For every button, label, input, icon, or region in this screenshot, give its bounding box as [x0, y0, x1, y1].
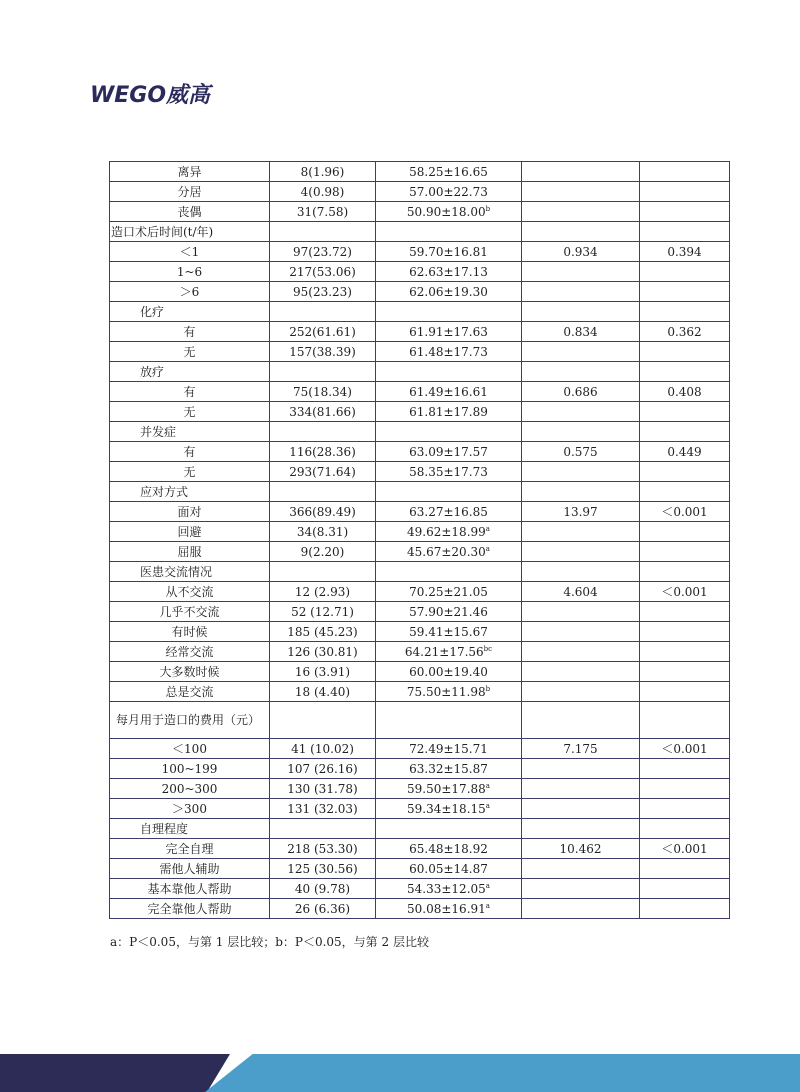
row-score-value: 63.27±16.85 — [409, 504, 488, 519]
row-count-percent: 185 (45.23) — [270, 622, 376, 642]
row-test-statistic — [522, 799, 640, 819]
empty-cell — [522, 702, 640, 739]
group-label: 放疗 — [110, 362, 270, 382]
empty-cell — [376, 222, 522, 242]
empty-cell — [376, 562, 522, 582]
row-label: 有 — [110, 442, 270, 462]
row-count-percent: 252(61.61) — [270, 322, 376, 342]
row-count-percent: 12 (2.93) — [270, 582, 376, 602]
row-score-value: 61.49±16.61 — [409, 384, 488, 399]
table-row — [110, 262, 730, 282]
wego-logo: WEGO威高 — [90, 83, 211, 108]
group-label: 应对方式 — [110, 482, 270, 502]
row-score — [376, 582, 522, 602]
row-test-statistic — [522, 182, 640, 202]
row-score-value: 60.00±19.40 — [409, 664, 488, 679]
row-count-percent: 4(0.98) — [270, 182, 376, 202]
row-p-value — [640, 282, 730, 302]
row-score — [376, 662, 522, 682]
row-p-value: 0.449 — [640, 442, 730, 462]
row-count-percent: 157(38.39) — [270, 342, 376, 362]
row-p-value — [640, 622, 730, 642]
row-count-percent: 366(89.49) — [270, 502, 376, 522]
row-count-percent: 9(2.20) — [270, 542, 376, 562]
footer-band-light — [205, 1054, 800, 1092]
empty-cell — [640, 482, 730, 502]
table-row — [110, 522, 730, 542]
row-test-statistic — [522, 642, 640, 662]
row-p-value — [640, 202, 730, 222]
table-row — [110, 182, 730, 202]
row-test-statistic: 0.834 — [522, 322, 640, 342]
row-label: 基本靠他人帮助 — [110, 879, 270, 899]
row-score — [376, 322, 522, 342]
row-test-statistic: 0.934 — [522, 242, 640, 262]
empty-cell — [376, 422, 522, 442]
row-p-value — [640, 682, 730, 702]
row-score — [376, 522, 522, 542]
row-score-value: 62.63±17.13 — [409, 264, 488, 279]
table-row — [110, 502, 730, 522]
row-p-value: ＜0.001 — [640, 502, 730, 522]
row-count-percent: 16 (3.91) — [270, 662, 376, 682]
row-p-value: 0.394 — [640, 242, 730, 262]
row-score-value: 72.49±15.71 — [409, 741, 488, 756]
row-test-statistic — [522, 402, 640, 422]
row-score — [376, 682, 522, 702]
row-score-superscript: a — [485, 901, 490, 910]
empty-cell — [270, 482, 376, 502]
empty-cell — [640, 702, 730, 739]
row-score-value: 50.08±16.91 — [407, 901, 486, 916]
row-score-value: 75.50±11.98 — [406, 684, 486, 699]
empty-cell — [640, 222, 730, 242]
row-label: 有 — [110, 322, 270, 342]
row-label: 1~6 — [110, 262, 270, 282]
table-row — [110, 799, 730, 819]
row-p-value — [640, 662, 730, 682]
row-p-value — [640, 879, 730, 899]
row-score — [376, 879, 522, 899]
row-score-value: 63.09±17.57 — [409, 444, 488, 459]
table-row — [110, 322, 730, 342]
row-score-value: 61.48±17.73 — [409, 344, 488, 359]
table-group-header — [110, 362, 730, 382]
row-score-superscript: a — [485, 524, 490, 533]
row-count-percent: 130 (31.78) — [270, 779, 376, 799]
group-label: 化疗 — [110, 302, 270, 322]
row-score-superscript: bc — [483, 644, 493, 653]
row-label: ＞300 — [110, 799, 270, 819]
row-test-statistic — [522, 662, 640, 682]
row-score — [376, 282, 522, 302]
row-test-statistic — [522, 282, 640, 302]
empty-cell — [522, 422, 640, 442]
row-label: 经常交流 — [110, 642, 270, 662]
row-score-value: 59.34±18.15 — [407, 801, 486, 816]
row-score-value: 70.25±21.05 — [409, 584, 488, 599]
row-p-value — [640, 542, 730, 562]
row-test-statistic — [522, 879, 640, 899]
row-test-statistic — [522, 342, 640, 362]
row-p-value — [640, 162, 730, 182]
row-score — [376, 502, 522, 522]
row-p-value — [640, 759, 730, 779]
row-score — [376, 739, 522, 759]
row-score — [376, 402, 522, 422]
row-score-value: 62.06±19.30 — [409, 284, 488, 299]
row-p-value — [640, 899, 730, 919]
row-test-statistic — [522, 262, 640, 282]
row-count-percent: 107 (26.16) — [270, 759, 376, 779]
row-score-value: 58.25±16.65 — [409, 164, 488, 179]
row-test-statistic — [522, 779, 640, 799]
row-count-percent: 334(81.66) — [270, 402, 376, 422]
row-score-superscript: a — [485, 781, 490, 790]
row-score-superscript: a — [485, 881, 490, 890]
row-label: ＜100 — [110, 739, 270, 759]
empty-cell — [270, 702, 376, 739]
row-score — [376, 542, 522, 562]
table-row — [110, 342, 730, 362]
row-label: 无 — [110, 402, 270, 422]
row-p-value: ＜0.001 — [640, 839, 730, 859]
empty-cell — [270, 222, 376, 242]
table-row — [110, 442, 730, 462]
row-score — [376, 242, 522, 262]
row-score — [376, 342, 522, 362]
table-footnote: a：P＜0.05，与第 1 层比较；b：P＜0.05，与第 2 层比较 — [110, 935, 429, 949]
row-label: 丧偶 — [110, 202, 270, 222]
row-score-value: 61.91±17.63 — [409, 324, 488, 339]
table-group-header — [110, 482, 730, 502]
row-p-value — [640, 522, 730, 542]
row-score-superscript: b — [485, 684, 491, 693]
empty-cell — [522, 819, 640, 839]
row-count-percent: 18 (4.40) — [270, 682, 376, 702]
row-p-value — [640, 602, 730, 622]
group-label: 每月用于造口的费用（元） — [110, 702, 270, 739]
row-score — [376, 462, 522, 482]
empty-cell — [376, 482, 522, 502]
row-score-value: 58.35±17.73 — [409, 464, 488, 479]
row-test-statistic — [522, 542, 640, 562]
row-score-value: 64.21±17.56 — [404, 644, 484, 659]
table-group-header — [110, 702, 730, 739]
empty-cell — [376, 302, 522, 322]
row-count-percent: 26 (6.36) — [270, 899, 376, 919]
empty-cell — [640, 302, 730, 322]
empty-cell — [522, 362, 640, 382]
row-test-statistic — [522, 162, 640, 182]
table-group-header — [110, 222, 730, 242]
row-label: 需他人辅助 — [110, 859, 270, 879]
row-p-value — [640, 342, 730, 362]
row-score-value: 59.50±17.88 — [407, 781, 486, 796]
row-label: 有时候 — [110, 622, 270, 642]
empty-cell — [270, 422, 376, 442]
table-row — [110, 162, 730, 182]
row-test-statistic — [522, 682, 640, 702]
group-label: 并发症 — [110, 422, 270, 442]
row-p-value: 0.408 — [640, 382, 730, 402]
table-row — [110, 242, 730, 262]
row-count-percent: 34(8.31) — [270, 522, 376, 542]
row-score-value: 59.70±16.81 — [409, 244, 488, 259]
table-group-header — [110, 562, 730, 582]
empty-cell — [522, 562, 640, 582]
row-score-value: 61.81±17.89 — [409, 404, 488, 419]
table-row — [110, 582, 730, 602]
table-row — [110, 859, 730, 879]
empty-cell — [270, 362, 376, 382]
row-score-superscript: a — [485, 544, 490, 553]
row-score-value: 57.90±21.46 — [409, 604, 488, 619]
table-row — [110, 879, 730, 899]
row-score — [376, 382, 522, 402]
table-row — [110, 839, 730, 859]
empty-cell — [270, 819, 376, 839]
row-label: 有 — [110, 382, 270, 402]
row-label: 面对 — [110, 502, 270, 522]
table-row — [110, 662, 730, 682]
row-label: 从不交流 — [110, 582, 270, 602]
table-row — [110, 462, 730, 482]
data-table — [109, 161, 730, 919]
row-score — [376, 642, 522, 662]
row-p-value: 0.362 — [640, 322, 730, 342]
row-test-statistic — [522, 622, 640, 642]
row-label: 屈服 — [110, 542, 270, 562]
table-row — [110, 899, 730, 919]
group-label: 自理程度 — [110, 819, 270, 839]
group-label: 造口术后时间(t/年) — [110, 222, 270, 242]
row-test-statistic — [522, 462, 640, 482]
row-score-value: 50.90±18.00 — [406, 204, 486, 219]
row-count-percent: 131 (32.03) — [270, 799, 376, 819]
table-row — [110, 602, 730, 622]
group-label: 医患交流情况 — [110, 562, 270, 582]
empty-cell — [640, 362, 730, 382]
row-count-percent: 31(7.58) — [270, 202, 376, 222]
table-row — [110, 622, 730, 642]
row-label: ＜1 — [110, 242, 270, 262]
row-p-value: ＜0.001 — [640, 739, 730, 759]
row-test-statistic — [522, 759, 640, 779]
row-count-percent: 116(28.36) — [270, 442, 376, 462]
row-p-value: ＜0.001 — [640, 582, 730, 602]
empty-cell — [270, 302, 376, 322]
row-test-statistic: 7.175 — [522, 739, 640, 759]
row-label: 离异 — [110, 162, 270, 182]
empty-cell — [522, 222, 640, 242]
table-group-header — [110, 422, 730, 442]
row-label: 无 — [110, 462, 270, 482]
row-count-percent: 217(53.06) — [270, 262, 376, 282]
empty-cell — [376, 362, 522, 382]
row-score-value: 59.41±15.67 — [409, 624, 488, 639]
row-score — [376, 262, 522, 282]
empty-cell — [376, 702, 522, 739]
table-row — [110, 739, 730, 759]
row-count-percent: 293(71.64) — [270, 462, 376, 482]
row-score — [376, 602, 522, 622]
row-label: 回避 — [110, 522, 270, 542]
empty-cell — [376, 819, 522, 839]
table-row — [110, 202, 730, 222]
row-score — [376, 162, 522, 182]
table-row — [110, 759, 730, 779]
row-score — [376, 779, 522, 799]
row-count-percent: 95(23.23) — [270, 282, 376, 302]
row-count-percent: 41 (10.02) — [270, 739, 376, 759]
row-count-percent: 126 (30.81) — [270, 642, 376, 662]
row-p-value — [640, 859, 730, 879]
row-count-percent: 97(23.72) — [270, 242, 376, 262]
row-label: 100~199 — [110, 759, 270, 779]
table-group-header — [110, 302, 730, 322]
row-test-statistic: 13.97 — [522, 502, 640, 522]
row-test-statistic: 10.462 — [522, 839, 640, 859]
row-count-percent: 52 (12.71) — [270, 602, 376, 622]
table-row — [110, 682, 730, 702]
row-test-statistic — [522, 522, 640, 542]
row-count-percent: 125 (30.56) — [270, 859, 376, 879]
row-score-superscript: a — [485, 801, 490, 810]
row-score — [376, 442, 522, 462]
row-score-value: 60.05±14.87 — [409, 861, 488, 876]
row-test-statistic — [522, 859, 640, 879]
row-count-percent: 8(1.96) — [270, 162, 376, 182]
row-score — [376, 839, 522, 859]
row-score — [376, 759, 522, 779]
table-row — [110, 542, 730, 562]
row-p-value — [640, 462, 730, 482]
table-row — [110, 642, 730, 662]
row-score-value: 65.48±18.92 — [409, 841, 488, 856]
row-test-statistic — [522, 202, 640, 222]
row-p-value — [640, 402, 730, 422]
empty-cell — [640, 562, 730, 582]
row-label: 无 — [110, 342, 270, 362]
row-score-value: 54.33±12.05 — [407, 881, 486, 896]
row-label: 大多数时候 — [110, 662, 270, 682]
row-test-statistic — [522, 602, 640, 622]
row-label: 200~300 — [110, 779, 270, 799]
row-p-value — [640, 262, 730, 282]
row-score-value: 63.32±15.87 — [409, 761, 488, 776]
row-score — [376, 182, 522, 202]
row-test-statistic: 0.686 — [522, 382, 640, 402]
footer-band-dark — [0, 1054, 230, 1092]
row-test-statistic: 0.575 — [522, 442, 640, 462]
row-label: 完全靠他人帮助 — [110, 899, 270, 919]
empty-cell — [270, 562, 376, 582]
table-row — [110, 382, 730, 402]
table-row — [110, 402, 730, 422]
row-count-percent: 40 (9.78) — [270, 879, 376, 899]
row-score-value: 57.00±22.73 — [409, 184, 488, 199]
table-group-header — [110, 819, 730, 839]
row-p-value — [640, 779, 730, 799]
row-p-value — [640, 799, 730, 819]
row-label: 完全自理 — [110, 839, 270, 859]
row-score — [376, 899, 522, 919]
row-label: ＞6 — [110, 282, 270, 302]
table-row — [110, 282, 730, 302]
row-label: 总是交流 — [110, 682, 270, 702]
row-score-superscript: b — [485, 204, 491, 213]
row-p-value — [640, 182, 730, 202]
row-test-statistic — [522, 899, 640, 919]
row-p-value — [640, 642, 730, 662]
row-count-percent: 75(18.34) — [270, 382, 376, 402]
empty-cell — [522, 302, 640, 322]
table-row — [110, 779, 730, 799]
empty-cell — [640, 819, 730, 839]
row-score — [376, 859, 522, 879]
empty-cell — [640, 422, 730, 442]
row-score — [376, 202, 522, 222]
row-test-statistic: 4.604 — [522, 582, 640, 602]
row-score — [376, 622, 522, 642]
row-score-value: 45.67±20.30 — [407, 544, 486, 559]
row-label: 分居 — [110, 182, 270, 202]
row-label: 几乎不交流 — [110, 602, 270, 622]
row-score-value: 49.62±18.99 — [407, 524, 486, 539]
row-count-percent: 218 (53.30) — [270, 839, 376, 859]
empty-cell — [522, 482, 640, 502]
row-score — [376, 799, 522, 819]
